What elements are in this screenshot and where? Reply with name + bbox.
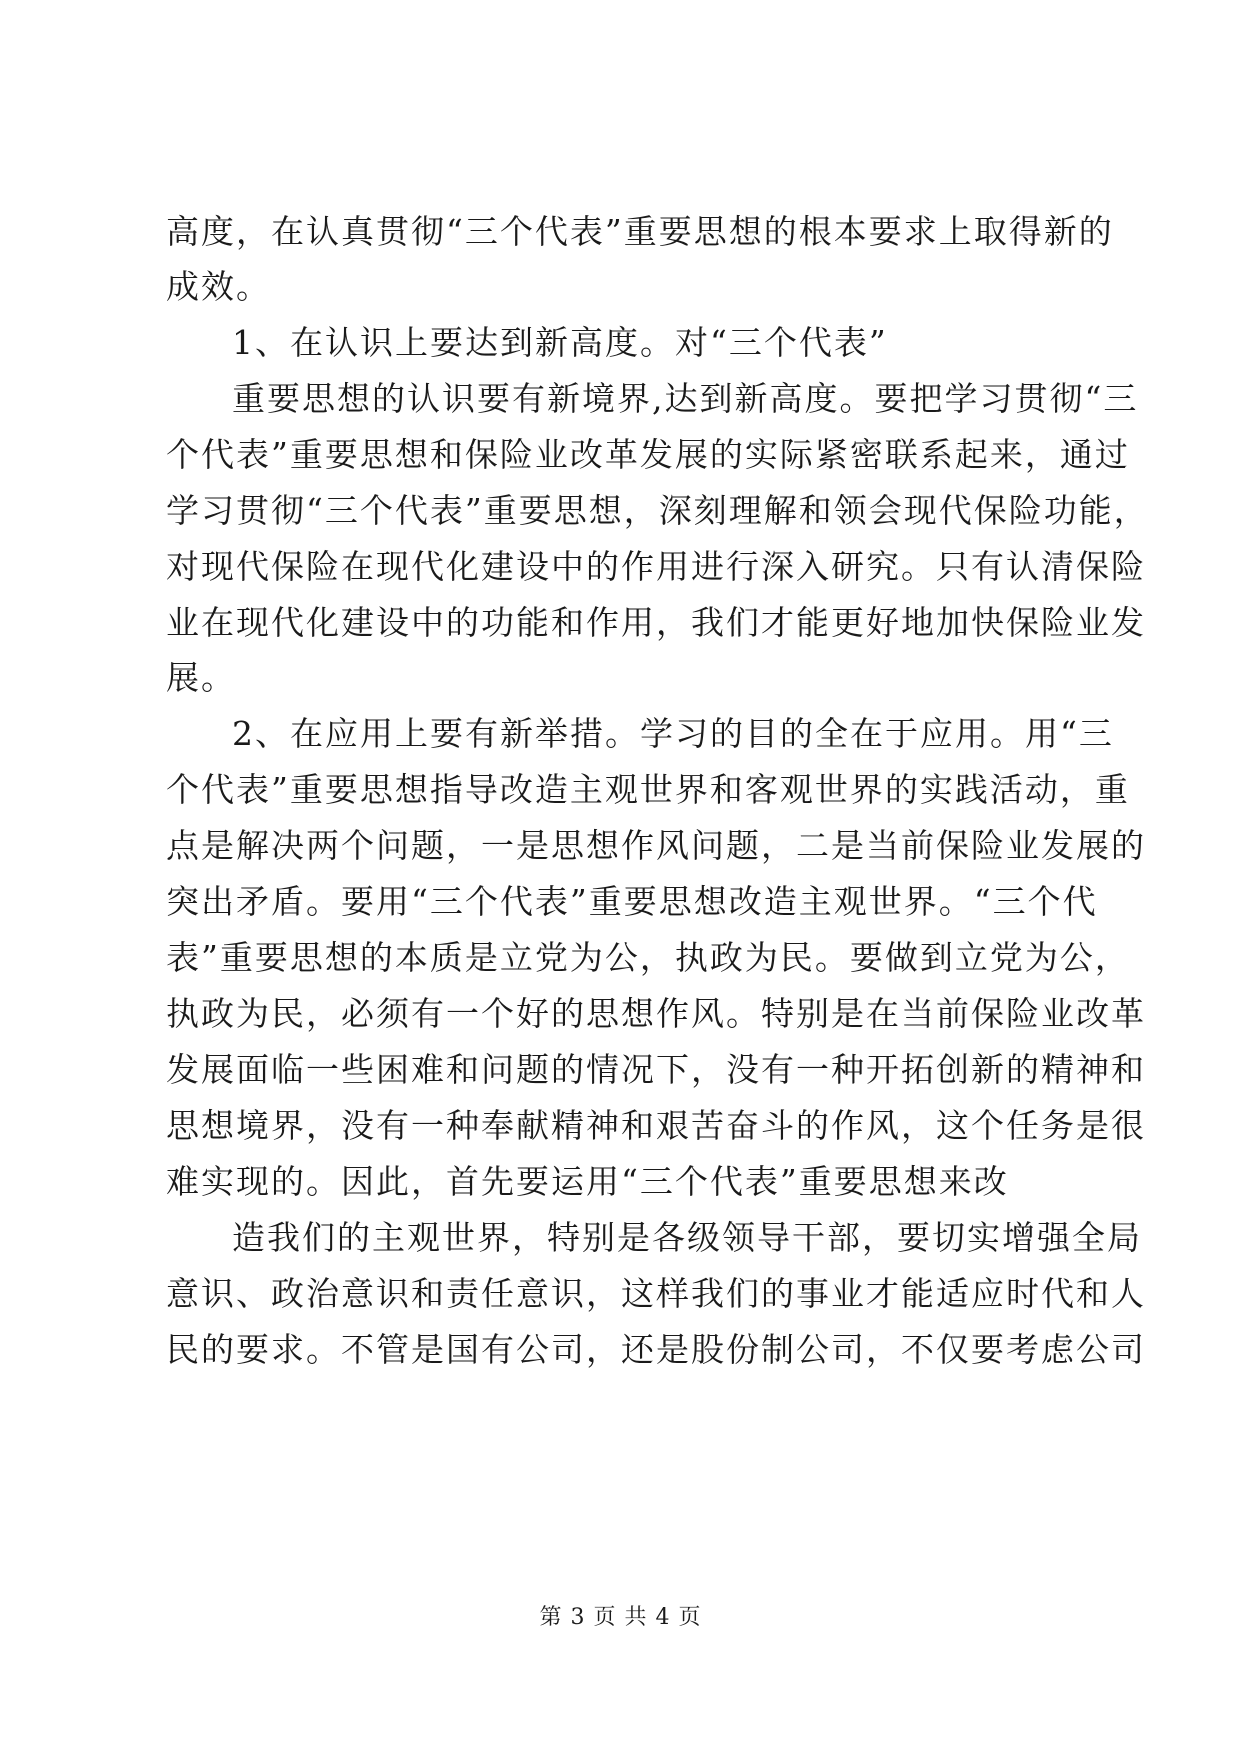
body-text-line: 突出矛盾。要用“三个代表”重要思想改造主观世界。“三个代 <box>166 882 1098 921</box>
body-text-line: 个代表”重要思想指导改造主观世界和客观世界的实践活动，重 <box>166 770 1130 809</box>
section-heading-line: 1、在认识上要达到新高度。对“三个代表” <box>232 323 888 362</box>
body-text-line: 学习贯彻“三个代表”重要思想，深刻理解和领会现代保险功能， <box>166 491 1149 530</box>
body-text-line: 重要思想的认识要有新境界,达到新高度。要把学习贯彻“三 <box>232 379 1139 418</box>
body-text-line: 发展面临一些困难和问题的情况下，没有一种开拓创新的精神和 <box>166 1050 1146 1089</box>
body-text-line: 思想境界，没有一种奉献精神和艰苦奋斗的作风，这个任务是很 <box>166 1106 1146 1145</box>
body-text-line: 造我们的主观世界，特别是各级领导干部，要切实增强全局 <box>232 1218 1142 1257</box>
section-heading-line: 2、在应用上要有新举措。学习的目的全在于应用。用“三 <box>232 714 1114 753</box>
body-text-line: 高度，在认真贯彻“三个代表”重要思想的根本要求上取得新的 <box>166 212 1114 251</box>
body-text-line: 执政为民，必须有一个好的思想作风。特别是在当前保险业改革 <box>166 994 1146 1033</box>
body-text-line: 对现代保险在现代化建设中的作用进行深入研究。只有认清保险 <box>166 547 1146 586</box>
body-text-line: 意识、政治意识和责任意识，这样我们的事业才能适应时代和人 <box>166 1274 1146 1313</box>
body-text-line: 难实现的。因此，首先要运用“三个代表”重要思想来改 <box>166 1162 1009 1201</box>
body-text-line: 业在现代化建设中的功能和作用，我们才能更好地加快保险业发 <box>166 603 1146 642</box>
body-text-line: 民的要求。不管是国有公司，还是股份制公司，不仅要考虑公司 <box>166 1330 1146 1369</box>
body-text-line: 表”重要思想的本质是立党为公，执政为民。要做到立党为公， <box>166 938 1130 977</box>
body-text-line: 个代表”重要思想和保险业改革发展的实际紧密联系起来，通过 <box>166 435 1130 474</box>
body-text-line: 成效。 <box>166 267 271 306</box>
page-number-footer: 第 3 页 共 4 页 <box>539 1605 702 1630</box>
body-text-line: 展。 <box>166 658 236 697</box>
body-text-line: 点是解决两个问题，一是思想作风问题，二是当前保险业发展的 <box>166 826 1146 865</box>
